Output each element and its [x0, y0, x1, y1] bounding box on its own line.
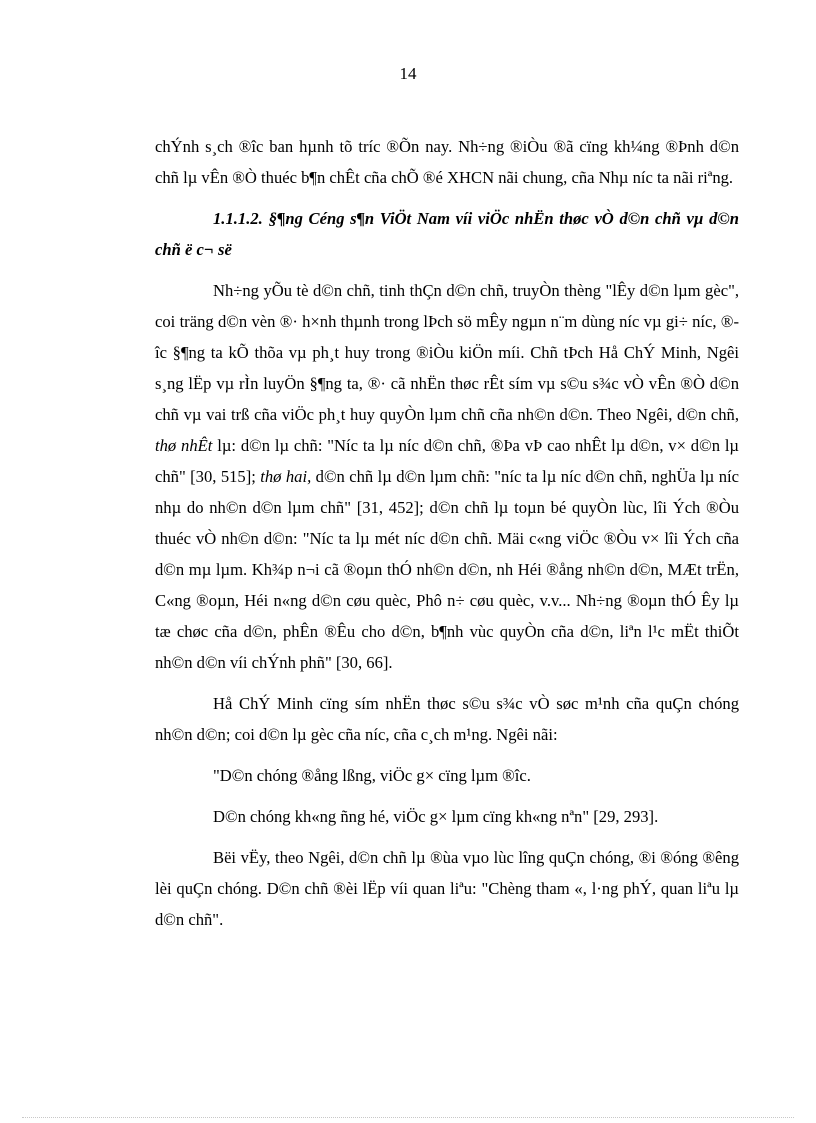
page-number: 14 — [399, 64, 417, 83]
paragraph-2-part-2: lµ: d©n lµ chñ: "Níc ta lµ níc d©n chñ, ®Þa vÞ cao nhÊt lµ d©n, v× d©n lµ chñ" [30, 515]; — [155, 436, 739, 486]
quote-line-1: "D©n chóng ®ång lßng, viÖc g× cïng lµm ®îc. — [213, 766, 531, 785]
section-heading-number: 1.1.1.2. — [213, 209, 263, 228]
paragraph-3: Hå ChÝ Minh cïng sím nhËn thøc s©u s¾c vÒ søc m¹nh cña quÇn chóng nh©n d©n; coi d©n lµ gèc cña níc, cña c¸ch m¹ng. Ngêi nãi: — [155, 694, 739, 744]
page-bottom-rule — [22, 1117, 794, 1118]
paragraph-2-emphasis-1: thø nhÊt — [155, 436, 213, 455]
paragraph-2-part-3: d©n chñ lµ d©n lµm chñ: "níc ta lµ níc d©n chñ, nghÜa lµ níc nhµ do nh©n d©n lµm chñ" [31, 452]; d©n chñ lµ toµn bé quyÒn lùc, lîi Ých ®Òu thuéc vÒ nh©n d©n: "Níc ta lµ mét níc d©n chñ. Mäi c«ng viÖc ®Òu v× lîi Ých cña d©n mµ lµm. Kh¾p n¬i cã ®oµn thÓ nh©n d©n, nh Héi ®ång nh©n d©n, MÆt trËn, C«ng ®oµn, Héi n«ng d©n cøu quèc, Phô n÷ cøu quèc, v.v... Nh÷ng ®oµn thÓ Êy lµ tæ chøc cña d©n, phÊn ®Êu cho d©n, b¶nh vùc quyÒn cña d©n, liªn l¹c mËt thiÕt nh©n d©n víi chÝnh phñ" [30, 66]. — [155, 467, 739, 672]
paragraph-2 — [155, 275, 739, 678]
page-body — [155, 131, 739, 935]
section-heading-text: §¶ng Céng s¶n ViÖt Nam víi viÖc nhËn thøc vÒ d©n chñ vµ d©n chñ ë c¬ së — [155, 209, 739, 259]
section-heading — [155, 203, 739, 265]
paragraph-1: chÝnh s¸ch ®îc ban hµnh tõ tríc ®Õn nay. Nh÷ng ®iÒu ®ã cïng kh¼ng ®Þnh d©n chñ lµ vÊn ®Ò thuéc b¶n chÊt cña chÕ ®é XHCN nãi chung, cña Nhµ níc ta nãi riªng. — [155, 137, 739, 187]
paragraph-2-part-1: Nh÷ng yÕu tè d©n chñ, tinh thÇn d©n chñ, truyÒn thèng "lÊy d©n lµm gèc", coi träng d©n vèn ®· h×nh thµnh trong lÞch sö mÊy ngµn n¨m dùng níc vµ gi÷ níc, ®îc §¶ng ta kÕ thõa vµ ph¸t huy trong ®iÒu kiÖn míi. Chñ tÞch Hå ChÝ Minh, Ngêi s¸ng lËp vµ rÌn luyÖn §¶ng ta, ®· cã nhËn thøc rÊt sím vµ s©u s¾c vÒ vÊn ®Ò d©n chñ vµ vai trß cña viÖc ph¸t huy quyÒn lµm chñ cña nh©n d©n. Theo Ngêi, d©n chñ, — [155, 281, 739, 424]
paragraph-2-emphasis-2: thø hai, — [260, 467, 312, 486]
paragraph-4: Bëi vËy, theo Ngêi, d©n chñ lµ ®ùa vµo lùc lîng quÇn chóng, ®i ®óng ®êng lèi quÇn chóng. D©n chñ ®èi lËp víi quan liªu: "Chèng tham «, l·ng phÝ, quan liªu lµ d©n chñ". — [155, 848, 739, 929]
quote-line-2: D©n chóng kh«ng ñng hé, viÖc g× lµm cïng kh«ng nªn" [29, 293]. — [213, 807, 659, 826]
